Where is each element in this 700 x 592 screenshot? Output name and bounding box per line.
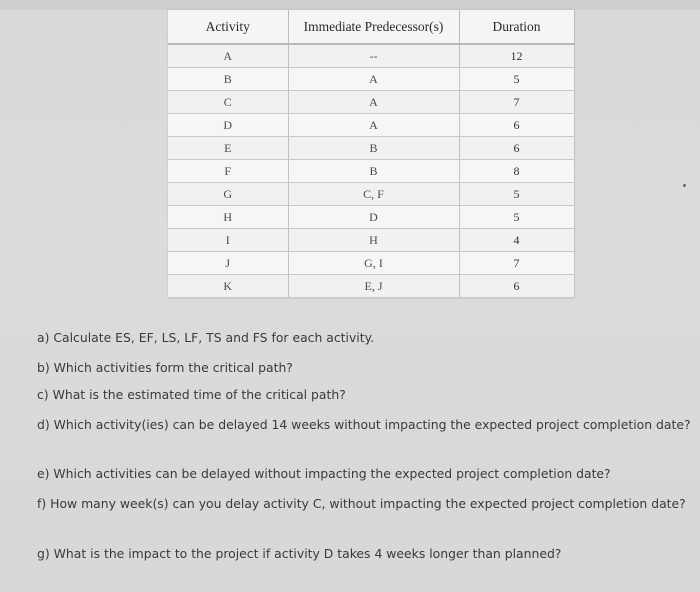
- table-row: [168, 275, 574, 298]
- question-d: d) Which activity(ies) can be delayed 14 weeks without impacting the expected project completion date?: [37, 417, 691, 432]
- table-row: [168, 91, 574, 114]
- predecessor-cell: B: [288, 160, 459, 183]
- activity-cell: I: [168, 229, 288, 252]
- duration-cell: 12: [459, 44, 574, 68]
- table-row: [168, 114, 574, 137]
- table-row: [168, 229, 574, 252]
- predecessor-cell: B: [288, 137, 459, 160]
- question-c: c) What is the estimated time of the critical path?: [37, 387, 346, 402]
- predecessor-cell: H: [288, 229, 459, 252]
- table-row: [168, 206, 574, 229]
- predecessor-cell: G, I: [288, 252, 459, 275]
- table-row: [168, 183, 574, 206]
- predecessor-cell: C, F: [288, 183, 459, 206]
- activity-cell: C: [168, 91, 288, 114]
- table-row: [168, 137, 574, 160]
- header-activity: Activity: [168, 10, 288, 44]
- duration-cell: 8: [459, 160, 574, 183]
- predecessor-cell: E, J: [288, 275, 459, 298]
- question-a: a) Calculate ES, EF, LS, LF, TS and FS for each activity.: [37, 330, 375, 345]
- activity-cell: F: [168, 160, 288, 183]
- table-row: [168, 68, 574, 91]
- duration-cell: 4: [459, 229, 574, 252]
- activity-cell: E: [168, 137, 288, 160]
- duration-cell: 6: [459, 114, 574, 137]
- predecessor-cell: A: [288, 114, 459, 137]
- question-b: b) Which activities form the critical path?: [37, 360, 293, 375]
- duration-cell: 5: [459, 206, 574, 229]
- predecessor-cell: D: [288, 206, 459, 229]
- activity-cell: H: [168, 206, 288, 229]
- predecessor-cell: A: [288, 91, 459, 114]
- photo-top-band: [0, 0, 700, 10]
- activity-cell: A: [168, 44, 288, 68]
- activity-cell: B: [168, 68, 288, 91]
- table-row: [168, 252, 574, 275]
- question-f: f) How many week(s) can you delay activity C, without impacting the expected project completion date?: [37, 496, 686, 511]
- activity-cell: G: [168, 183, 288, 206]
- table-body: [168, 44, 574, 298]
- predecessor-cell: A: [288, 68, 459, 91]
- stray-mark: [683, 184, 686, 187]
- table-header-row: [168, 10, 574, 44]
- predecessor-cell: --: [288, 44, 459, 68]
- duration-cell: 5: [459, 68, 574, 91]
- duration-cell: 5: [459, 183, 574, 206]
- duration-cell: 6: [459, 275, 574, 298]
- question-g: g) What is the impact to the project if activity D takes 4 weeks longer than planned?: [37, 546, 562, 561]
- question-e: e) Which activities can be delayed without impacting the expected project completion date?: [37, 466, 611, 481]
- activity-cell: K: [168, 275, 288, 298]
- duration-cell: 7: [459, 252, 574, 275]
- activity-table: [168, 10, 574, 298]
- header-duration: Duration: [459, 10, 574, 44]
- table-row: [168, 44, 574, 68]
- activity-cell: D: [168, 114, 288, 137]
- activity-cell: J: [168, 252, 288, 275]
- duration-cell: 7: [459, 91, 574, 114]
- activity-table-grid: [168, 10, 575, 298]
- duration-cell: 6: [459, 137, 574, 160]
- header-predecessors: Immediate Predecessor(s): [288, 10, 459, 44]
- table-row: [168, 160, 574, 183]
